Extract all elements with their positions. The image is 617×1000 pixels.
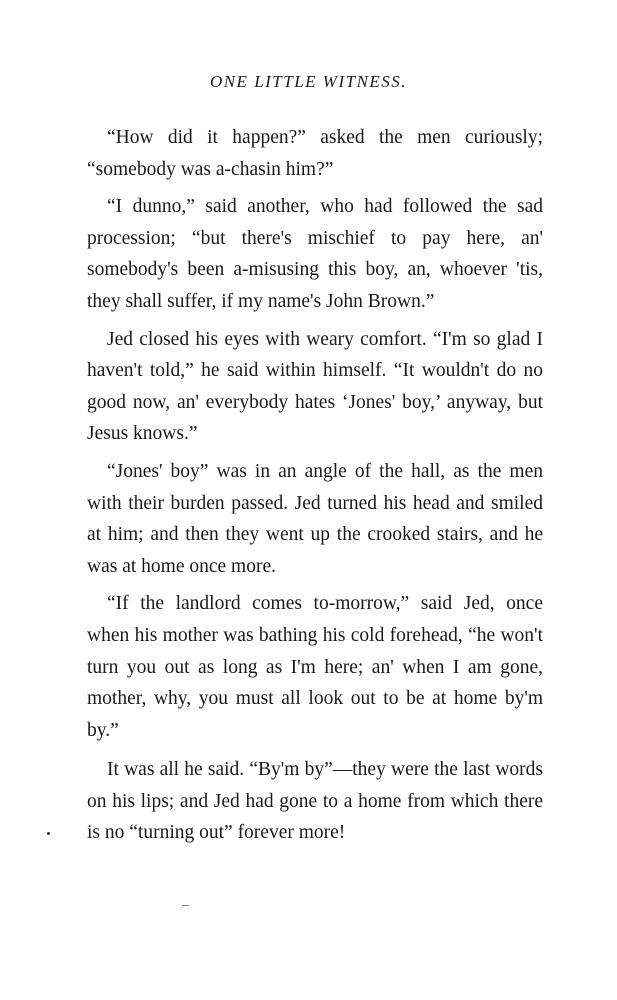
paragraph-1: “How did it happen?” asked the men curiously; “somebody was a-chasin him?”: [87, 127, 543, 180]
page-body: [87, 122, 543, 859]
paragraph-4: “Jones' boy” was in an angle of the hall, as the men with their burden passed. Jed turned his head and smiled at him; and then they went up the crooked stairs, and he was at home once more.: [87, 460, 543, 577]
running-title: ONE LITTLE WITNESS.: [209, 72, 408, 91]
paragraph-2: “I dunno,” said another, who had followed the sad procession; “but there's mischief to pay here, an' somebody's been a-misusing this boy, an, whoever 'tis, they shall suffer, if my name's John Brown.”: [87, 196, 543, 312]
ink-speck: [182, 905, 189, 906]
paragraph-3: Jed closed his eyes with weary comfort. “I'm so glad I haven't told,” he said within himself. “It wouldn't do no good now, an' everybody hates ‘Jones' boy,’ anyway, but Jesus knows.”: [87, 328, 543, 445]
margin-ink-dot: [47, 832, 50, 835]
paragraph-6: It was all he said. “By'm by”—they were the last words on his lips; and Jed had gone to a home from which there is no “turning out” forever more!: [87, 759, 543, 844]
paragraph-5: “If the landlord comes to-morrow,” said Jed, once when his mother was bathing his cold forehead, “he won't turn you out as long as I'm here; an' when I am gone, mother, why, you must all look out to be at home by'm by.”: [87, 593, 543, 741]
